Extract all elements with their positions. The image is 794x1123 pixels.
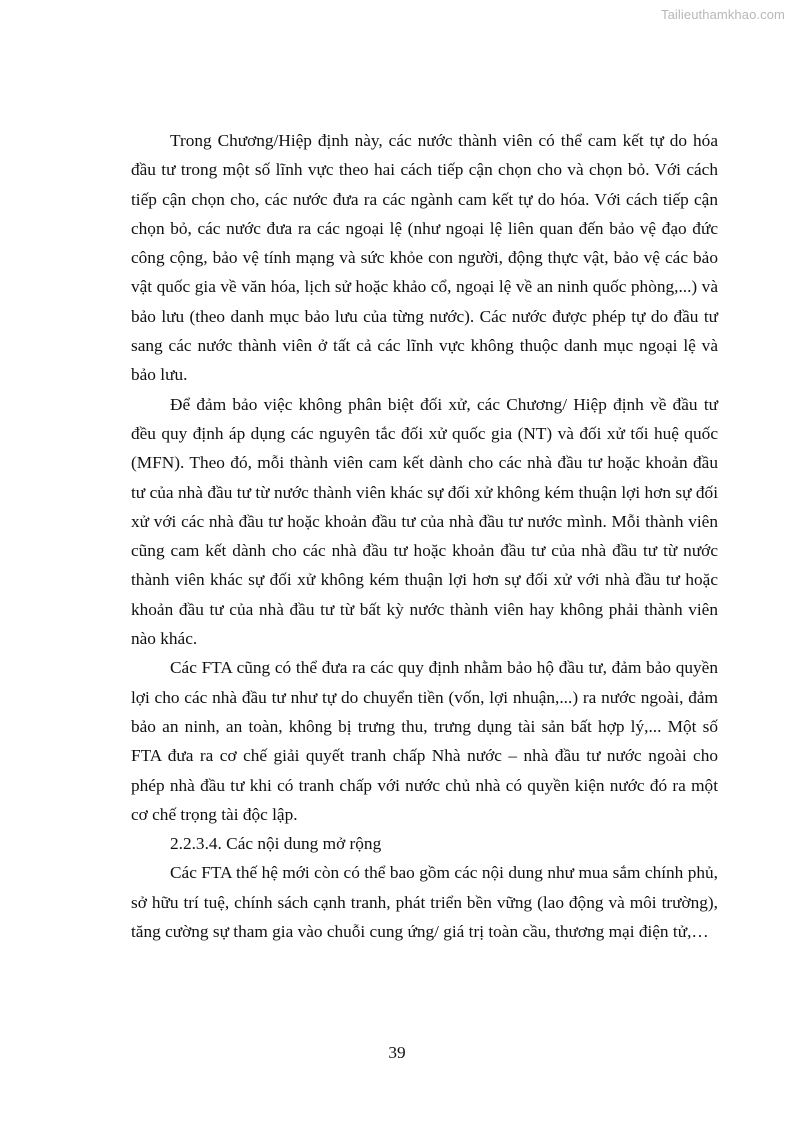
paragraph-non-discrimination: Để đảm bảo việc không phân biệt đối xử, các Chương/ Hiệp định về đầu tư đều quy định áp dụng các nguyên tắc đối xử quốc gia (NT) và đối xử tối huệ quốc (MFN). Theo đó, mỗi thành viên cam kết dành cho các nhà đầu tư hoặc khoản đầu tư của nhà đầu tư từ nước thành viên khác sự đối xử không kém thuận lợi hơn sự đối xử với các nhà đầu tư hoặc khoản đầu tư của nhà đầu tư nước mình. Mỗi thành viên cũng cam kết dành cho các nhà đầu tư hoặc khoản đầu tư của nhà đầu tư từ nước thành viên khác sự đối xử không kém thuận lợi hơn sự đối xử với nhà đầu tư hoặc khoản đầu tư của nhà đầu tư từ bất kỳ nước thành viên hay không phải thành viên nào khác. bbox=[131, 394, 718, 649]
document-body bbox=[131, 126, 718, 946]
paragraph-investment-protection: Các FTA cũng có thể đưa ra các quy định nhằm bảo hộ đầu tư, đảm bảo quyền lợi cho các nhà đầu tư như tự do chuyển tiền (vốn, lợi nhuận,...) ra nước ngoài, đảm bảo an ninh, an toàn, không bị trưng thu, trưng dụng tài sản bất hợp lý,... Một số FTA đưa ra cơ chế giải quyết tranh chấp Nhà nước – nhà đầu tư nước ngoài cho phép nhà đầu tư khi có tranh chấp với nước chủ nhà có quyền kiện nước đó ra một cơ chế trọng tài độc lập. bbox=[131, 658, 718, 824]
section-heading: 2.2.3.4. Các nội dung mở rộng bbox=[170, 834, 382, 854]
paragraph-investment-liberalization: Trong Chương/Hiệp định này, các nước thành viên có thể cam kết tự do hóa đầu tư trong một số lĩnh vực theo hai cách tiếp cận chọn cho và chọn bỏ. Với cách tiếp cận chọn cho, các nước đưa ra các ngành cam kết tự do hóa. Với cách tiếp cận chọn bỏ, các nước đưa ra các ngoại lệ (như ngoại lệ liên quan đến bảo vệ đạo đức công cộng, bảo vệ tính mạng và sức khỏe con người, động thực vật, bảo vệ các bảo vật quốc gia về văn hóa, lịch sử hoặc khảo cổ, ngoại lệ về an ninh quốc phòng,...) và bảo lưu (theo danh mục bảo lưu của từng nước). Các nước được phép tự do đầu tư sang các nước thành viên ở tất cả các lĩnh vực không thuộc danh mục ngoại lệ và bảo lưu. bbox=[131, 131, 718, 385]
paragraph-extended-content: Các FTA thế hệ mới còn có thể bao gồm các nội dung như mua sắm chính phủ, sở hữu trí tuệ, chính sách cạnh tranh, phát triển bền vững (lao động và môi trường), tăng cường sự tham gia vào chuỗi cung ứng/ giá trị toàn cầu, thương mại điện tử,… bbox=[131, 863, 718, 942]
watermark-text: Tailieuthamkhao.com bbox=[660, 7, 785, 22]
page-number: 39 bbox=[388, 1043, 406, 1062]
